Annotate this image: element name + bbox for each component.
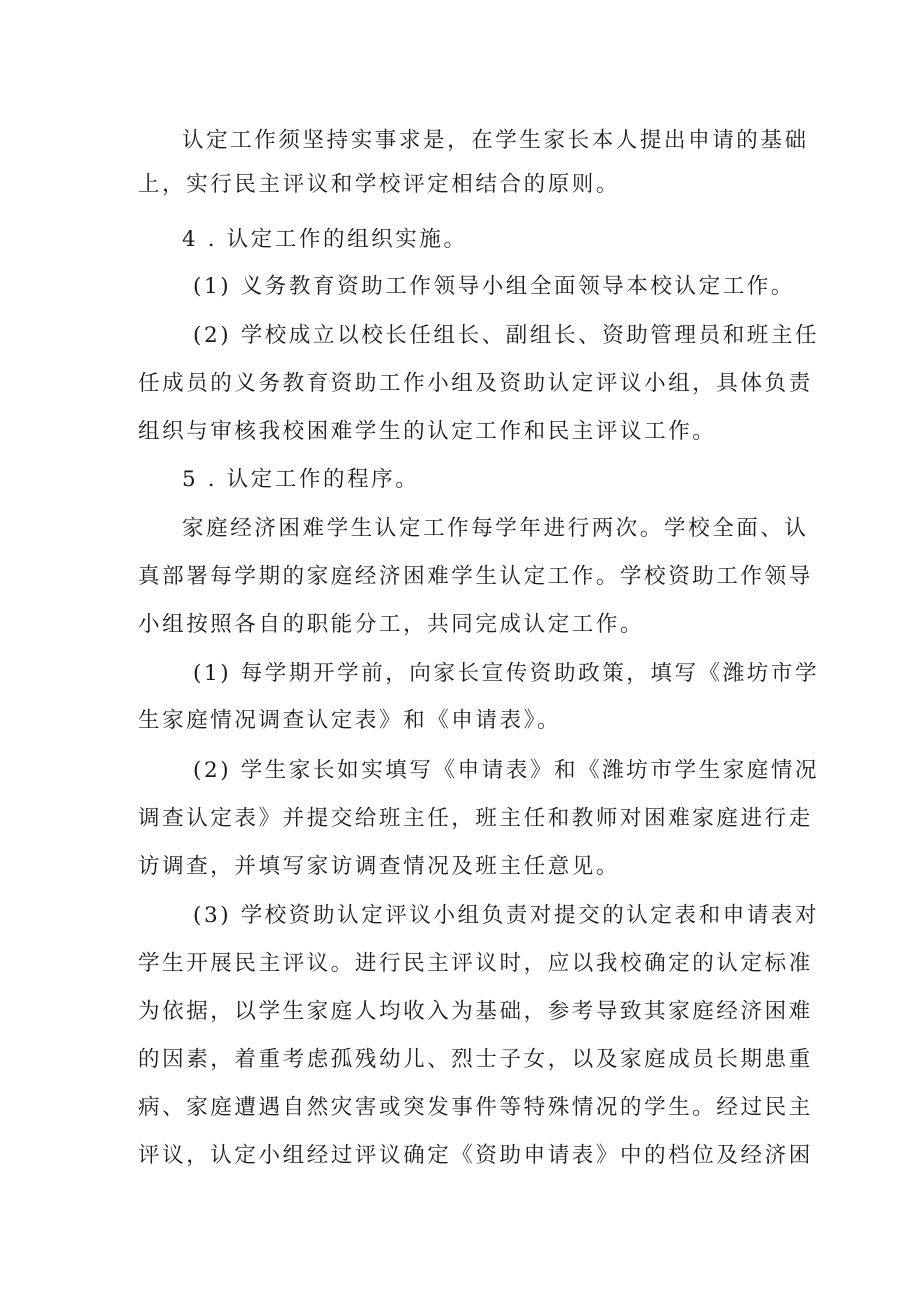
list-item: (2) 学校成立以校长任组长、副组长、资助管理员和班主任 [193, 323, 820, 348]
paragraph-line: 生家庭情况调查认定表》和《申请表》。 [138, 708, 562, 733]
section-heading: 4 . 认定工作的组织实施。 [182, 227, 468, 252]
paragraph-line: 病、家庭遭遇自然灾害或突发事件等特殊情况的学生。经过民主 [138, 1095, 813, 1120]
section-heading: 5 . 认定工作的程序。 [182, 467, 420, 492]
paragraph-line: 调查认定表》并提交给班主任，班主任和教师对困难家庭进行走 [138, 806, 813, 831]
paragraph-line: 认定工作须坚持实事求是，在学生家长本人提出申请的基础 [182, 128, 809, 153]
paragraph-line: 学生开展民主评议。进行民主评议时，应以我校确定的认定标准 [138, 951, 813, 976]
list-item: (1) 每学期开学前，向家长宣传资助政策，填写《潍坊市学 [193, 661, 820, 686]
paragraph-line: 组织与审核我校困难学生的认定工作和民主评议工作。 [138, 419, 717, 444]
paragraph-line: 小组按照各自的职能分工，共同完成认定工作。 [138, 612, 645, 637]
paragraph-line: 访调查，并填写家访调查情况及班主任意见。 [138, 854, 621, 879]
paragraph-line: 任成员的义务教育资助工作小组及资助认定评议小组，具体负责 [138, 371, 813, 396]
paragraph-line: 上，实行民主评议和学校评定相结合的原则。 [138, 172, 621, 197]
list-item: (2) 学生家长如实填写《申请表》和《潍坊市学生家庭情况 [193, 758, 820, 783]
paragraph-line: 评议，认定小组经过评议确定《资助申请表》中的档位及经济困 [138, 1143, 813, 1168]
paragraph-line: 的因素，着重考虑孤残幼儿、烈士子女，以及家庭成员长期患重 [138, 1047, 813, 1072]
paragraph-line: 家庭经济困难学生认定工作每学年进行两次。学校全面、认 [182, 516, 809, 541]
paragraph-line: 为依据，以学生家庭人均收入为基础，参考导致其家庭经济困难 [138, 999, 813, 1024]
paragraph-line: 真部署每学期的家庭经济困难学生认定工作。学校资助工作领导 [138, 564, 813, 589]
list-item: (1) 义务教育资助工作领导小组全面领导本校认定工作。 [193, 274, 795, 299]
list-item: (3) 学校资助认定评议小组负责对提交的认定表和申请表对 [193, 903, 820, 928]
